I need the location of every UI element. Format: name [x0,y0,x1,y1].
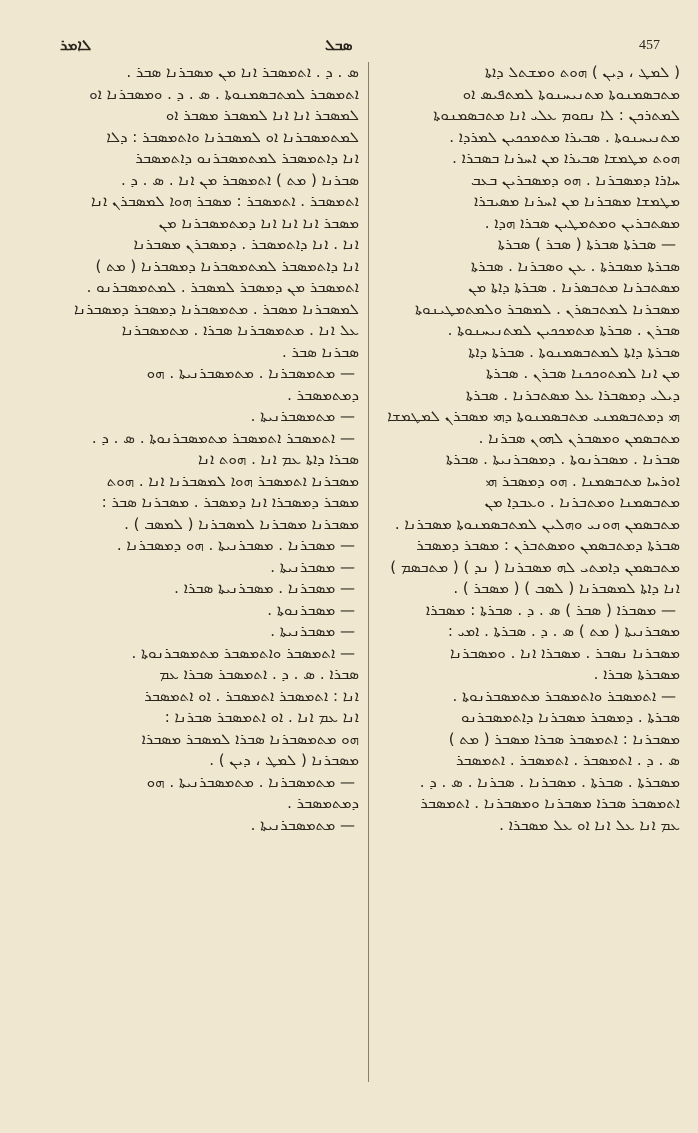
text-line: ܣܒܪܬܐ ܕܐܬܐ ܠܡܬܒܣܡܢܘܬܐ . ܣܒܪܬܐ ܕܐܬܐ [468,342,680,361]
text-line: — ܣܒܪܬܐ ܣܒܪܬܐ ( ܣܒܪ ) ܣܒܪܬܐ [497,235,676,253]
text-line: — ܡܣܒܪܐ ( ܣܒܪ ) ܣ . ܕ . ܣܒܪܬܐ : ܡܣܒܪܐ [425,600,676,619]
text-line: ܐܢܐ ܕܐܬܐ ܠܡܣܒܪܢܐ ( ܠܣܒ ) ( ܡܣܒܪ ) . [453,579,680,597]
text-line: ܣܒܪܐ . ܣ . ܕ . ܐܬܡܣܒܪ ܣܒܪܐ ܥܡ [159,665,359,683]
text-line: — ܡܬܡܣܒܪܢܝܬܐ . [250,815,355,834]
text-line: ܣܒܪܢܐ . ܡܣܒܪܢܘܬܐ . ܕܡܣܒܪܢܝܬܐ . ܣܒܪܬܐ [445,450,680,468]
text-line: ܐܬܡܣܒܪ ܣܒܪܐ ܡܣܒܪܢܐ ܘܡܣܒܪܢܐ . ܐܬܡܣܒܪ [420,794,680,812]
text-line: ܐܢܐ . ܐܢܐ ܕܐܬܡܣܒܪ . ܕܡܣܒܪܢ ܡܣܒܪܢܐ [133,235,359,253]
right-column [378,62,680,836]
text-line: ܡܬܒܣܡܢ ܘܡܣܒܪܢ ܠܗܘܢ ܣܒܪܢܐ . [478,428,680,447]
text-line: ܡܬܒܣܡܢ ܕܐܡܬܝ ܠܗ ܡܣܒܪܢܐ ( ܢܕ ) ( ܡܬܒܣܡ ) [390,557,680,576]
text-line: ܣܒܪܢܐ ܣܒܪ . [281,342,359,361]
text-line: — ܡܣܒܪܢܝܬܐ . [270,557,355,576]
text-line: ܡܣܒܪܢܐ ܐܬܡܣܒܪ ܗܘܐ ܠܡܣܒܪܢܐ ܐܢܐ . ܗܘܬ [106,471,359,490]
text-line: ܐܬܡܣܒܪ ܡܢ ܕܡܣܒܪ ܠܡܣܒܪ . ܠܡܬܡܣܒܪܢܘ . [86,278,359,296]
text-line: ܡܣܒܪܢܐ ܢܣܒܪ . ܡܣܒܪܐ ܐܢܐ . ܘܡܣܒܪܢܐ [450,643,680,662]
column-divider [368,62,369,1082]
text-line: ܣܒܪܬܐ ܕܡܬܒܣܡܢ ܘܡܣܬܒܪܢ : ܡܣܒܪ ܕܡܣܒܪ [416,536,680,554]
text-line: ܣܒܪܢ . ܣܒܪܬܐ ܡܬܡܟܟܝܢ ܠܡܬܢܝܚܢܘܬܐ . [447,321,680,339]
text-line: ܡܣܒܪܬܐ . ܣܒܪܬܐ . ܡܣܒܪܢܐ . ܣܒܪܢܐ . ܣ . ܕ . [419,772,680,791]
text-line: ܡܛܡܫܐ ܡܣܒܪܢܐ ܡܢ ܐܚܪܢܐ ܡܣܝܒܪܐ [473,192,680,210]
text-line: ܕܝܠܝ ܕܡܣܒܪܐ ܥܠ ܡܣܬܒܪܢܐ . ܣܒܪܬܐ [465,385,680,404]
text-line: ܠܡܣܒܪ ܐܢܐ ܐܢܐ ܠܡܣܒܪ ܡܣܒܪ ܐܘ [165,106,359,124]
text-line: — ܡܬܡܣܒܪܢܝܬܐ . [250,407,355,425]
text-line: ܡܣܒܪܢܐ ( ܠܡܛ ، ܕܝܢ ) . [209,751,359,769]
text-line: ܗܘܬ ܡܛܡܫܐ ܣܒܝܪܐ ܡܢ ܐܚܪܢܐ ܒܣܒܪܐ . [452,149,680,167]
text-line: ܣܒܪܬܐ ܡܣܒܪܬܐ . ܥܢ ܘܣܒܪܢܐ . ܣܒܪܬܐ [470,256,680,275]
text-line: ܕܡܬܡܣܒܪ . [287,385,359,404]
text-line: ܠܡܬܡܣܒܪܢܐ ܐܘ ܠܡܣܒܪܢܐ ܘܐܬܡܣܒܪ : ܕܠܐ [106,127,359,146]
text-line: ܡܣܒܪ ܕܡܣܒܪܐ ܐܢܐ ܕܡܣܒܪ . ܡܣܒܪܢܐ ܣܒܪ : [101,493,359,511]
text-line: ܥܡ ܐܢܐ ܥܠ ܐܢܐ ܐܘ ܥܠ ܡܣܒܪܐ . [499,815,680,834]
text-line: ܣ . ܕ . ܐܬܡܣܒܪ ܐܢܐ ܡܢ ܡܣܒܪܢܐ ܣܒܪ . [126,63,359,81]
text-line: ܠܡܬܪܟܢ : ܠܐ ܢܩܘܡ ܥܠܝ ܐܢܐ ܡܬܒܣܡܢܘܬܐ [433,106,680,124]
text-line: ܣܒܪܢܐ ( ܡܬ ) ܐܬܡܣܒܪ ܡܢ ܐܢܐ . ܣ . ܕ . [120,170,359,189]
text-line: ܚܐܪܐ ܕܡܣܒܪܢܐ . ܗܘ ܕܡܣܒܪܝܢ ܒܥܒ [470,170,680,189]
text-line: ܡܣܒܪܬܐ ܣܒܪܐ . [593,665,680,683]
text-line: ܣܒܪܬܐ . ܕܡܣܒܪ ܡܣܒܪܢܐ ܕܐܬܡܣܒܪܢܘ [461,708,680,726]
text-line: ܡܣܬܒܪܢܐ ܡܬܒܣܪܢܐ . ܣܒܪܬܐ ܕܐܬܐ ܡܢ [468,278,680,296]
text-line: — ܐܬܡܣܒܪ ܘܐܬܡܣܒܪ ܡܬܡܣܒܪܢܘܬܐ . [452,686,676,705]
text-line: ܡܬܒܣܡܢ ܗܘܢܝ ܘܗܠܝܢ ܠܡܬܒܣܡܢܘܬܐ ܡܣܒܪܢܐ . [394,514,680,533]
left-column [57,62,359,836]
text-line: ܡܢ ܐܢܐ ܠܡܬܘܟܟܢܐ ܣܒܪܢ . ܣܒܪܬܐ [486,364,680,382]
text-line: ܐܢܐ : ܐܬܡܣܒܪ ܐܬܡܣܒܪ . ܐܘ ܐܬܡܣܒܪ [144,686,359,705]
text-line: ( ܠܡܛ ، ܕܝܢ ) ܗܘܬ ܘܡܫܬܠ ܕܐܬܐ [484,63,680,81]
text-line: ܡܬܒܣܡܢܐ ܘܡܬܒܪܢܐ . ܘܥܒܕܐ ܡܢ [484,493,680,511]
text-line: ܡܬܢܝܚܢܘܬܐ . ܣܒܝܪܐ ܡܬܡܟܟܝܢ ܠܡܪܕܐ . [449,127,680,146]
text-line: ܠܡܣܒܪܢܐ ܡܣܒܪ . ܡܬܡܣܒܪܢܐ ܕܡܣܒܪ ܕܡܣܒܪܢܐ [74,299,359,318]
text-line: ܡܣܒܪܢܐ : ܐܬܡܣܒܪ ܣܒܪܐ ܡܣܒܪ ( ܡܬ ) [448,729,680,748]
text-line: — ܡܣܒܪܢܝܬܐ . [270,622,355,640]
text-line: ܡܣܒܪܢܝܬܐ ( ܡܬ ) ܣ . ܕ . ܣܒܪܬܐ . ܐܡܝ : [447,622,680,640]
text-line: ܡܣܬܒܪܝܢ ܘܡܬܡܛܝܢ ܣܒܪܐ ܗܕܐ . [484,213,680,232]
page-header [0,36,698,60]
text-line: ܐܢܐ ܕܐܬܡܣܒܪ ܠܡܬܡܣܒܪܢܐ ܕܡܣܒܪܢܐ ( ܡܬ ) [95,256,359,275]
page-number: 457 [639,38,660,53]
text-line: — ܡܣܒܪܢܐ . ܡܣܒܪܢܝܬܐ ܣܒܪܐ . [174,579,355,597]
text-line: ܐܢܐ ܕܐܬܡܣܒܪ ܠܡܬܡܣܒܪܢܘ ܕܐܬܡܣܒܪ [135,149,359,167]
text-line: ܡܣܒܪܢܐ ܡܣܒܪܢܐ ܠܡܣܒܪܢܐ ( ܠܡܣܒ ) . [124,514,359,533]
text-line: ܗܘ ܡܬܡܣܒܪܢܐ ܣܒܪܐ ܠܡܣܒܪ ܡܣܒܪܐ [141,729,359,748]
running-head-center: ܣܒܠ [325,36,353,54]
text-line: — ܡܣܒܪܢܘܬܐ . [267,600,355,619]
running-head-left: ܠܐܡܪ [60,36,92,54]
text-line: — ܡܬܡܣܒܪܢܐ . ܡܬܡܣܒܪܢܝܬܐ . ܗܘ [146,772,355,791]
text-line: ܡܬܒܣܡܢܘܬܐ ܡܬܢܝܚܢܘܬܐ ܠܡܬܦܝܣ ܐܘ [462,84,680,103]
text-line: ܐܬܡܣܒܪ . ܐܬܡܣܒܪ : ܡܣܒܪ ܗܘܐ ܠܡܣܒܪܢ ܐܢܐ [90,192,359,210]
text-line: — ܡܬܡܣܒܪܢܐ . ܡܬܡܣܒܪܢܝܬܐ . ܗܘ [146,364,355,382]
text-line: ܣܒܪܐ ܕܐܬܐ ܥܡ ܐܢܐ . ܗܘܬ ܐܢܐ [197,450,359,468]
text-line: ܐܘܪܚܐ ܡܬܒܣܡܢܐ . ܗܘ ܕܡܣܒܪ ܗܝ [485,471,680,490]
text-line: — ܡܣܒܪܢܐ . ܡܣܒܪܢܝܬܐ . ܗܘ ܕܡܣܒܪܢܐ . [116,536,355,554]
text-line: ܡܣܒܪ ܐܢܐ ܐܢܐ ܐܢܐ ܕܡܬܡܣܒܪܢܐ ܡܢ [158,213,359,232]
text-line: ܕܡܬܡܣܒܪ . [287,794,359,812]
text-line: ܐܬܡܣܒܪ ܠܡܬܒܣܡܢܘܬܐ . ܣ . ܕ . ܘܡܣܒܪܢܐ ܐܘ [89,84,359,103]
text-line: ܥܠ ܐܢܐ . ܡܬܡܣܒܪܢܐ ܣܒܪܐ . ܡܬܡܣܒܪܢܐ [121,321,359,339]
text-line: — ܐܬܡܣܒܪ ܐܬܡܣܒܪ ܡܬܡܣܒܪܢܘܬܐ . ܣ . ܕ . [91,428,355,447]
text-line: ܐܢܐ ܥܡ ܐܢܐ . ܐܘ ܐܬܡܣܒܪ ܣܒܪܢܐ : [164,708,359,726]
text-line: — ܐܬܡܣܒܪ ܘܐܬܡܣܒܪ ܡܬܡܣܒܪܢܘܬܐ . [131,643,355,662]
text-line: ܣ . ܕ . ܐܬܡܣܒܪ . ܐܬܡܣܒܪ . ܐܬܡܣܒܪ [455,751,680,769]
text-line: ܡܣܒܪܢܐ ܠܡܬܒܣܪܢ . ܠܡܣܒܪ ܘܠܡܬܡܛܝܢܘܬܐ [414,299,680,318]
text-line: ܗܝ ܕܡܬܒܣܡܢܝ ܡܬܒܣܡܢܘܬܐ ܕܗܝ ܡܣܒܪܢ ܠܡܛܡܫܐ [387,407,680,425]
